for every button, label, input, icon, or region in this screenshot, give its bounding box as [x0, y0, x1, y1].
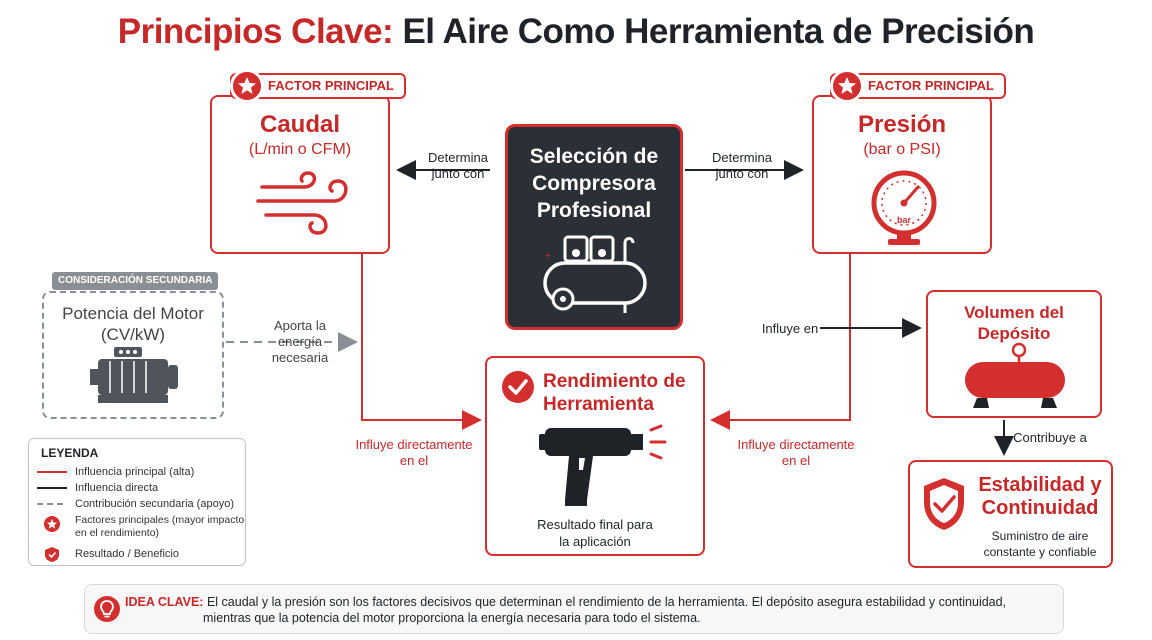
- label-determina-right: Determina junto con: [712, 150, 772, 181]
- footer-text: IDEA CLAVE: El caudal y la presión son los factores decisivos que determinan el rendimiento de la herramienta. El depósito asegura estabilidad y continuidad, mientras que la potencia del motor proporciona la energía necesaria para todo el sistema.: [125, 595, 1007, 625]
- pressure-gauge-icon: [864, 167, 944, 247]
- arrow-presion-to-rendimiento: [714, 254, 850, 420]
- check-icon: [501, 370, 535, 404]
- title-part1: Principios Clave:: [117, 12, 394, 51]
- estabilidad-box: [908, 460, 1113, 568]
- label-influye-left: Influye directamente en el: [355, 437, 473, 468]
- center-box: [505, 124, 683, 330]
- shield-check-icon: [920, 476, 968, 532]
- factor-badge-left: FACTOR PRINCIPAL: [230, 73, 406, 99]
- deposito-box: [926, 290, 1102, 418]
- svg-text:+: +: [545, 251, 551, 262]
- rendimiento-title: Rendimiento de Herramienta: [543, 371, 686, 415]
- label-determina-left: Determina junto con: [428, 150, 488, 181]
- legend-item: Influencia directa: [37, 482, 158, 494]
- tank-icon: [961, 340, 1071, 410]
- presion-title: Presión: [857, 111, 947, 138]
- caudal-unit: (L/min o CFM): [248, 141, 352, 158]
- deposito-title: Volumen del Depósito: [964, 303, 1064, 343]
- star-icon: [230, 69, 264, 103]
- shield-icon: [37, 545, 67, 563]
- estabilidad-subtitle: Suministro de aire constante y confiable: [983, 529, 1097, 559]
- rendimiento-box: [485, 356, 705, 556]
- label-influye-right: Influye directamente en el: [737, 437, 855, 468]
- arrow-caudal-to-rendimiento: [362, 254, 478, 420]
- dashed-line-swatch: [37, 502, 67, 506]
- legend-item: Resultado / Beneficio: [37, 545, 179, 563]
- wind-icon: [254, 167, 354, 237]
- legend-item: Factores principales (mayor impacto en el rendimiento): [37, 514, 244, 540]
- motor-icon: [84, 347, 184, 407]
- center-title: Selección de Compresora Profesional: [529, 145, 659, 222]
- factor-badge-right: FACTOR PRINCIPAL: [830, 73, 1006, 99]
- star-icon: [830, 69, 864, 103]
- secondary-badge: CONSIDERACIÓN SECUNDARIA: [52, 272, 218, 290]
- legend-item: Influencia principal (alta): [37, 466, 194, 478]
- lightbulb-icon: [93, 595, 121, 623]
- compressor-icon: [541, 229, 651, 319]
- legend-title: LEYENDA: [41, 446, 99, 460]
- footer-box: [84, 584, 1064, 634]
- red-line-swatch: [37, 470, 67, 474]
- star-icon: [37, 514, 67, 534]
- label-aporta: Aporta la energía necesaria: [271, 318, 329, 365]
- rendimiento-subtitle: Resultado final para la aplicación: [537, 517, 653, 549]
- presion-box: [812, 95, 992, 254]
- dark-line-swatch: [37, 486, 67, 490]
- label-influye-en: Influye en: [761, 321, 819, 336]
- legend-box: [28, 438, 246, 566]
- caudal-title: Caudal: [259, 111, 340, 138]
- legend-item: Contribución secundaria (apoyo): [37, 498, 234, 510]
- estabilidad-title: Estabilidad y Continuidad: [978, 474, 1102, 519]
- title-part2: El Aire Como Herramienta de Precisión: [402, 12, 1035, 51]
- gauge-label: bar: [896, 215, 912, 225]
- footer-label: IDEA CLAVE:: [125, 595, 204, 609]
- caudal-box: [210, 95, 390, 254]
- motor-title: Potencia del Motor (CV/kW): [62, 304, 204, 344]
- presion-unit: (bar o PSI): [863, 141, 941, 158]
- motor-box: [42, 291, 224, 419]
- label-contribuye: Contribuye a: [1013, 430, 1087, 445]
- impact-wrench-icon: [539, 420, 669, 510]
